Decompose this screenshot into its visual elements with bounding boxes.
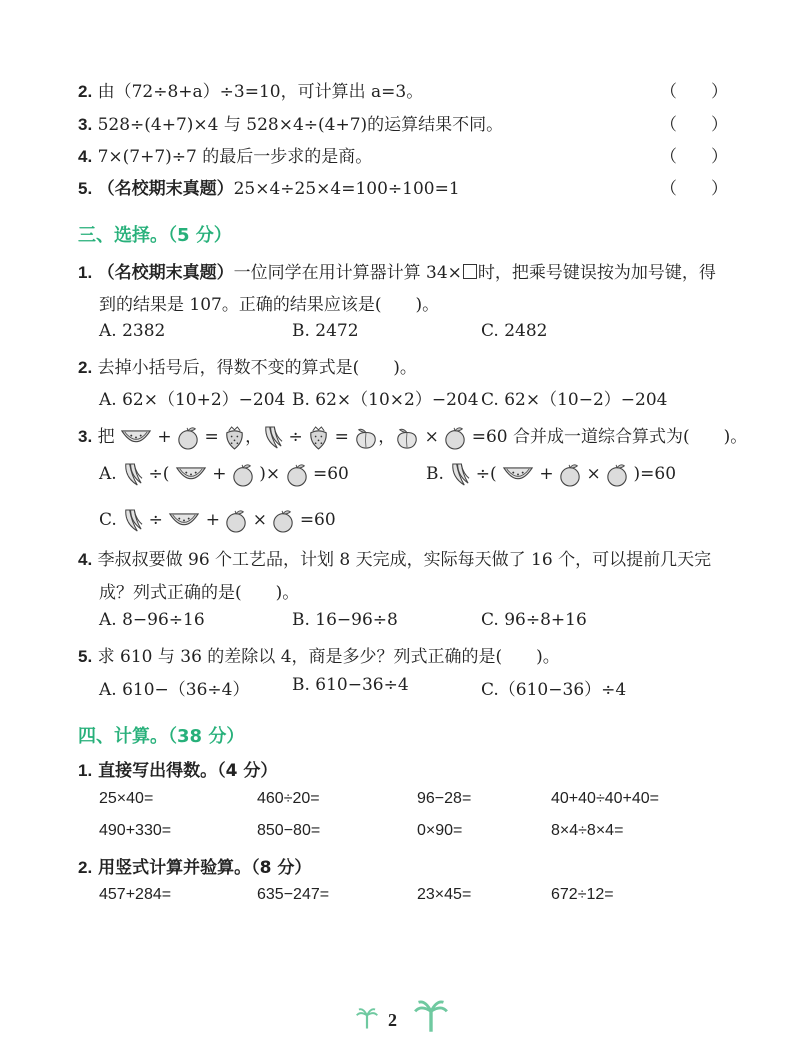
item-text: 528÷(4+7)×4 与 528×4÷(4+7)的运算结果不同。 <box>97 115 504 135</box>
strawberry-icon <box>308 425 329 450</box>
calc-problem[interactable]: 672÷12= <box>551 886 614 903</box>
answer-paren[interactable]: （ ） <box>660 147 728 167</box>
answer-paren[interactable]: （ ） <box>660 179 728 199</box>
plus-sign: + <box>205 510 220 530</box>
orange-icon <box>272 509 294 533</box>
item-number: 3. <box>78 427 93 446</box>
divide-sign: ÷ <box>148 510 163 530</box>
judgement-item-3 <box>78 110 503 135</box>
option-tail: )=60 <box>633 464 677 484</box>
open-paren: ÷( <box>475 464 497 484</box>
item-number: 3. <box>78 115 93 134</box>
times-sign: × <box>265 464 281 484</box>
section-title: 四、计算。（38 分） <box>78 726 245 747</box>
item-text: 李叔叔要做 96 个工艺品，计划 8 天完成，实际每天做了 16 个，可以提前几天完 <box>97 550 712 570</box>
watermelon-icon <box>120 428 152 447</box>
times-sign: × <box>252 510 267 530</box>
item-number: 1. <box>78 263 93 282</box>
comma: ， <box>378 427 396 447</box>
choice-q4-line1 <box>78 545 711 570</box>
judgement-item-4 <box>78 142 372 167</box>
watermelon-icon <box>168 511 200 530</box>
item-tag: （名校期末真题） <box>97 263 234 283</box>
answer-paren[interactable]: （ ） <box>660 82 728 102</box>
banana-icon <box>449 462 470 487</box>
plus-sign: + <box>212 464 227 484</box>
calc-problem[interactable]: 40+40÷40+40= <box>551 790 659 807</box>
open-paren: ÷( <box>148 464 170 484</box>
option-label: B. <box>426 464 444 484</box>
option-a[interactable]: A. 8−96÷16 <box>99 610 205 630</box>
banana-icon <box>122 508 143 533</box>
calc-q1-title <box>78 756 277 781</box>
choice-q1-line2: 到的结果是 107。正确的结果应该是( )。 <box>99 295 440 315</box>
orange-icon <box>225 509 247 533</box>
times-sign: × <box>424 427 439 447</box>
plus-sign: + <box>157 427 172 447</box>
calc-problem[interactable]: 96−28= <box>417 790 472 807</box>
item-number: 5. <box>78 179 93 198</box>
orange-icon <box>444 426 466 450</box>
item-tag: （名校期末真题） <box>97 179 234 199</box>
palm-tree-icon <box>414 999 448 1035</box>
item-text: 由（72÷8+a）÷3=10，可计算出 a=3。 <box>97 82 424 102</box>
orange-icon <box>177 426 199 450</box>
item-number: 2. <box>78 358 93 377</box>
q3-prefix: 把 <box>97 427 115 447</box>
calc-problem[interactable]: 460÷20= <box>257 790 320 807</box>
plus-sign: + <box>539 464 554 484</box>
item-text: 7×(7+7)÷7 的最后一步求的是商。 <box>97 147 373 167</box>
option-a[interactable]: A. 610−（36÷4） <box>99 680 250 700</box>
blank-box <box>463 264 477 279</box>
judgement-item-2 <box>78 77 423 102</box>
item-text: 求 610 与 36 的差除以 4，商是多少？列式正确的是( )。 <box>97 647 560 667</box>
choice-q4-line2: 成？列式正确的是( )。 <box>99 583 300 603</box>
item-text: 用竖式计算并验算。（8 分） <box>98 858 312 878</box>
item-number: 4. <box>78 550 93 569</box>
answer-paren[interactable]: （ ） <box>660 115 728 135</box>
close-paren: ) <box>259 464 266 484</box>
option-tail: =60 <box>299 510 336 530</box>
item-text: 一位同学在用计算器计算 34× <box>233 263 462 283</box>
orange-icon <box>559 463 581 487</box>
section-title: 三、选择。（5 分） <box>78 225 232 246</box>
option-c[interactable]: C. 2482 <box>481 321 548 341</box>
option-b[interactable]: B. 62×（10×2）−204 <box>292 390 479 410</box>
option-a[interactable]: A. 2382 <box>99 321 166 341</box>
calc-problem[interactable]: 23×45= <box>417 886 472 903</box>
choice-q5 <box>78 642 560 667</box>
palm-tree-icon <box>356 1008 378 1030</box>
option-b[interactable]: B. 16−96÷8 <box>292 610 398 630</box>
option-c[interactable] <box>99 508 336 533</box>
peach-icon <box>395 427 419 449</box>
orange-icon <box>232 463 254 487</box>
item-number: 4. <box>78 147 93 166</box>
page-number: 2 <box>388 1010 397 1030</box>
option-tail: =60 <box>312 464 349 484</box>
calc-problem[interactable]: 490+330= <box>99 822 172 839</box>
option-c[interactable]: C.（610−36）÷4 <box>481 680 627 700</box>
option-a[interactable]: A. 62×（10+2）−204 <box>99 390 286 410</box>
banana-icon <box>122 462 143 487</box>
choice-q1-line1 <box>78 258 716 283</box>
calc-problem[interactable]: 25×40= <box>99 790 154 807</box>
item-number: 1. <box>78 761 93 780</box>
peach-icon <box>354 427 378 449</box>
orange-icon <box>606 463 628 487</box>
option-b[interactable] <box>426 462 676 487</box>
choice-q2 <box>78 353 417 378</box>
calc-problem[interactable]: 850−80= <box>257 822 321 839</box>
calc-problem[interactable]: 457+284= <box>99 886 172 903</box>
item-number: 2. <box>78 82 93 101</box>
banana-icon <box>262 425 283 450</box>
orange-icon <box>286 463 308 487</box>
comma: ， <box>245 427 263 447</box>
equals-sign: = <box>204 427 219 447</box>
item-text: 直接写出得数。（4 分） <box>98 761 278 781</box>
item-text: 时，把乘号键误按为加号键，得 <box>477 263 716 283</box>
item-number: 5. <box>78 647 93 666</box>
judgement-item-5 <box>78 174 460 199</box>
divide-sign: ÷ <box>288 427 303 447</box>
strawberry-icon <box>224 425 245 450</box>
option-c[interactable]: C. 96÷8+16 <box>481 610 587 630</box>
option-a[interactable] <box>99 462 349 487</box>
q3-tail: =60 合并成一道综合算式为( )。 <box>471 427 748 447</box>
item-number: 2. <box>78 858 93 877</box>
option-b[interactable]: B. 2472 <box>292 321 359 341</box>
option-label: A. <box>99 464 117 484</box>
calc-problem[interactable]: 0×90= <box>417 822 463 839</box>
calc-problem[interactable]: 8×4÷8×4= <box>551 822 624 839</box>
choice-q3 <box>78 422 747 450</box>
equals-sign: = <box>334 427 349 447</box>
times-sign: × <box>586 464 601 484</box>
item-text: 去掉小括号后，得数不变的算式是( )。 <box>97 358 417 378</box>
watermelon-icon <box>175 465 207 484</box>
calc-q2-title <box>78 853 311 878</box>
option-b[interactable]: B. 610−36÷4 <box>292 675 409 695</box>
option-c[interactable]: C. 62×（10−2）−204 <box>481 390 668 410</box>
option-label: C. <box>99 510 117 530</box>
calc-problem[interactable]: 635−247= <box>257 886 330 903</box>
watermelon-icon <box>502 465 534 484</box>
item-text: 25×4÷25×4=100÷100=1 <box>233 179 460 199</box>
